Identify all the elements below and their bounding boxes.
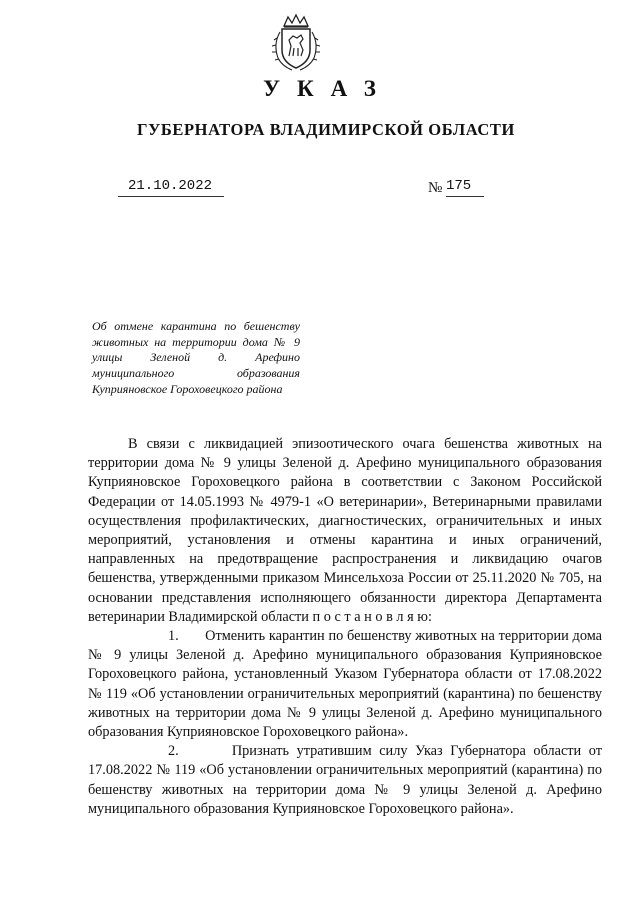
item-number: 2.: [168, 743, 179, 760]
item-text: Признать утратившим силу Указ Губернатора области от 17.08.2022 № 119 «Об установлении ограничительных мероприятий (карантина) по бешенству животных на территории дома № 9 улицы Зеленой д. Арефино муниципального образования Куприяновское Гороховецкого района».: [88, 743, 602, 817]
item-number: 1.: [168, 628, 179, 645]
document-date: 21.10.2022: [118, 176, 224, 197]
document-body: [88, 435, 602, 819]
document-subject: Об отмене карантина по бешенству животных на территории дома № 9 улицы Зеленой д. Арефино муниципального образования Куприяновское Гороховецкого района: [92, 319, 300, 396]
document-number: 175: [446, 176, 484, 197]
item-text: Отменить карантин по бешенству животных на территории дома № 9 улицы Зеленой д. Арефино муниципального образования Куприяновское Гороховецкого района, установленный Указом Губернатора области от 17.08.2022 № 119 «Об установлении ограничительных мероприятий (карантина) по бешенству животных на территории дома № 9 улицы Зеленой д. Арефино муниципального образования Куприяновское Гороховецкого района».: [88, 628, 602, 741]
list-item: [88, 742, 602, 819]
document-subtitle: ГУБЕРНАТОРА ВЛАДИМИРСКОЙ ОБЛАСТИ: [137, 120, 515, 139]
document-title: УКАЗ: [263, 76, 393, 101]
list-item: [88, 627, 602, 742]
preamble-paragraph: В связи с ликвидацией эпизоотического очага бешенства животных на территории дома № 9 улицы Зеленой д. Арефино муниципального образования Куприяновское Гороховецкого района в соответствии с Законом Российской Федерации от 14.05.1993 № 4979-1 «О ветеринарии», Ветеринарными правилами осуществления профилактических, диагностических, ограничительных и иных мероприятий, установления и отмены карантина и иных ограничений, направленных на предотвращение распространения и ликвидацию очагов бешенства, утвержденными приказом Минсельхоза России от 25.11.2020 № 705, на основании представления исполняющего обязанности директора Департамента ветеринарии Владимирской области п о с т а н о в л я ю:: [88, 436, 602, 625]
coat-of-arms-icon: [270, 12, 322, 72]
number-sign: №: [428, 180, 443, 196]
